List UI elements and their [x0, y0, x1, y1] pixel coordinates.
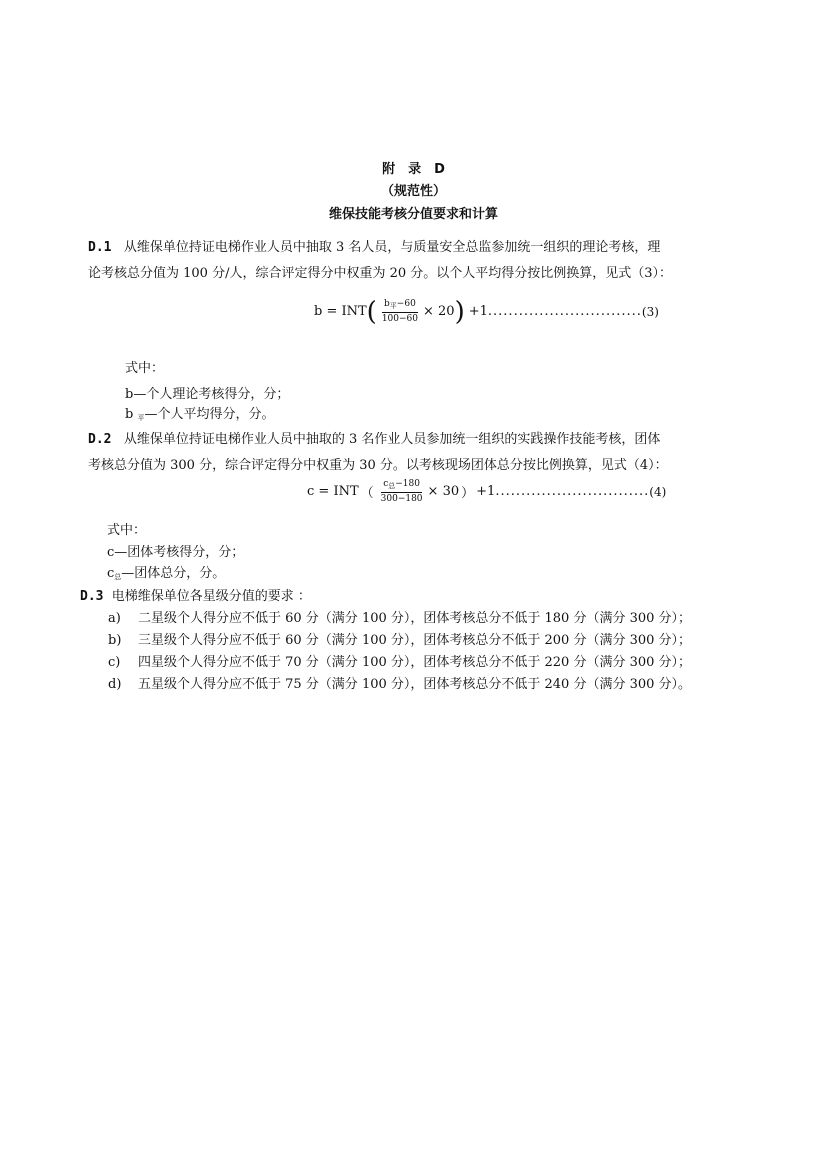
formula-3-dots: .............................. — [487, 304, 642, 319]
formula-4-denominator: 300−180 — [380, 494, 423, 504]
section-d2-text1: 从维保单位持证电梯作业人员中抽取的 3 名作业人员参加统一组织的实践操作技能考核，团体 — [123, 432, 661, 447]
section-d2-line1 — [88, 428, 660, 447]
formula-3-denominator: 100−60 — [381, 314, 418, 324]
section-d2-line2: 考核总分值为 300 分，综合评定得分中权重为 30 分。以考核现场团体总分按比例换算，见式（4）： — [88, 458, 668, 473]
d1-var-b-avg — [125, 403, 274, 423]
list-item-text: 五星级个人得分应不低于 75 分（满分 100 分），团体考核总分不低于 240 分（满分 300 分）。 — [138, 677, 692, 692]
list-item — [108, 629, 691, 648]
formula-4-open-paren: （ — [360, 486, 374, 501]
list-item — [108, 607, 691, 626]
list-item-text: 二星级个人得分应不低于 60 分（满分 100 分），团体考核总分不低于 180 分（满分 300 分）； — [138, 611, 692, 626]
list-item-label: a) — [108, 611, 121, 626]
formula-3-multiplier: × 20 — [423, 304, 455, 319]
section-number-d2: D.2 — [88, 432, 112, 447]
formula-4-fraction — [379, 479, 425, 504]
d2-var-c-total-base: c — [107, 566, 115, 581]
formula-4-multiplier: × 30 — [427, 484, 460, 499]
formula-3-fraction — [380, 299, 420, 324]
formula-4-lhs: c = INT — [307, 484, 359, 499]
section-number-d1: D.1 — [88, 240, 112, 255]
formula-3-num-base: b — [384, 299, 390, 309]
d1-var-b-avg-base: b — [125, 407, 134, 422]
formula-3-num-sub: 平 — [389, 302, 397, 310]
formula-3-lhs: b = INT — [314, 304, 367, 319]
formula-3-tail: +1 — [468, 304, 488, 319]
formula-4-dots: .............................. — [495, 484, 650, 499]
formula-3-open-paren: ( — [366, 296, 377, 327]
d1-var-b-avg-rest: —个人平均得分，分。 — [144, 407, 275, 422]
formula-3 — [314, 296, 659, 327]
list-item — [108, 673, 691, 692]
d2-var-c-total — [107, 562, 225, 582]
section-number-d3: D.3 — [80, 589, 104, 604]
d2-var-c-total-rest: —团体总分，分。 — [121, 566, 226, 581]
formula-4 — [307, 479, 666, 504]
formula-4-numerator — [381, 479, 422, 493]
section-d1-text1: 从维保单位持证电梯作业人员中抽取 3 名人员，与质量安全总监参加统一组织的理论考核，理 — [123, 240, 661, 255]
list-item-label: d) — [108, 677, 122, 692]
section-d3-text: 电梯维保单位各星级分值的要求 ： — [111, 589, 311, 604]
list-item-text: 三星级个人得分应不低于 60 分（满分 100 分），团体考核总分不低于 200 分（满分 300 分）； — [138, 633, 692, 648]
formula-3-num-rest: −60 — [396, 299, 416, 309]
formula-3-number: (3) — [641, 304, 659, 319]
list-item-label: c) — [108, 655, 121, 670]
list-item-text: 四星级个人得分应不低于 70 分（满分 100 分），团体考核总分不低于 220 分（满分 300 分）； — [138, 655, 692, 670]
formula-4-num-sub: 总 — [388, 482, 396, 490]
formula-4-number: (4) — [649, 484, 667, 499]
formula-4-tail: +1 — [476, 484, 496, 499]
appendix-heading: 维保技能考核分值要求和计算 — [328, 207, 498, 222]
section-d1-line1 — [88, 236, 660, 255]
formula-4-num-base: c — [383, 479, 389, 489]
formula-4-num-rest: −180 — [395, 479, 420, 489]
appendix-nature: （规范性） — [380, 184, 446, 199]
d1-where: 式中： — [125, 361, 165, 376]
section-d3-heading — [80, 585, 311, 604]
formula-3-numerator — [382, 299, 418, 313]
d2-var-c-total-sub: 总 — [114, 573, 122, 581]
list-item-label: b) — [108, 633, 122, 648]
formula-4-close-paren: ） — [461, 486, 475, 501]
d1-var-b: b—个人理论考核得分，分； — [125, 387, 290, 402]
appendix-title: 附 录 D — [382, 162, 445, 177]
d2-where: 式中： — [107, 523, 147, 538]
section-d1-line2: 论考核总分值为 100 分/人，综合评定得分中权重为 20 分。以个人平均得分按比例换算，见式（3）： — [88, 266, 673, 281]
list-item — [108, 651, 691, 670]
d1-var-b-avg-sub: 平 — [137, 414, 145, 422]
formula-3-close-paren: ) — [454, 296, 465, 327]
d2-var-c: c—团体考核得分，分； — [107, 545, 245, 560]
